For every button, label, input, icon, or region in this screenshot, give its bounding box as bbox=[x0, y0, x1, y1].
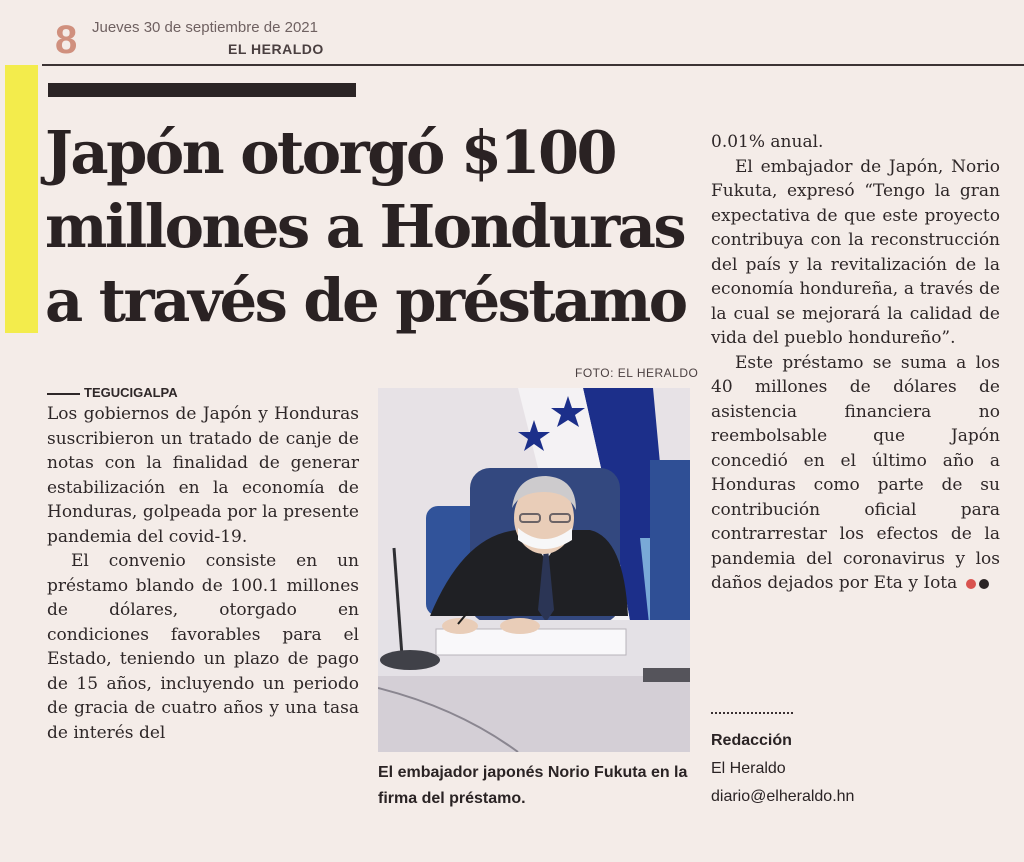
end-mark-dot-dark bbox=[979, 579, 989, 589]
signature-divider bbox=[711, 712, 793, 714]
paragraph: 0.01% anual. bbox=[711, 132, 824, 152]
publication-name: EL HERALDO bbox=[228, 41, 324, 57]
paragraph bbox=[711, 351, 1000, 596]
dateline bbox=[47, 384, 359, 402]
photo-caption: El embajador japonés Norio Fukuta en la firma del préstamo. bbox=[378, 764, 688, 807]
photo-credit: FOTO: EL HERALDO bbox=[575, 366, 699, 380]
paragraph: Los gobiernos de Japón y Honduras suscribieron un tratado de canje de notas con la finalidad de generar estabilización en la economía de Honduras, golpeada por la presente pandemia del covid-19. bbox=[47, 404, 359, 547]
author: Redacción bbox=[711, 732, 792, 749]
paragraph: El convenio consiste en un préstamo blando de 100.1 millones de dólares, otorgado en condiciones favorables para el Estado, teniendo un plazo de pago de 15 años, incluyendo un periodo de gracia de cuatro años y una tasa de interés del bbox=[47, 551, 359, 743]
end-mark-dot-red bbox=[966, 579, 976, 589]
column-left bbox=[47, 384, 359, 745]
ambassador-signing-photo bbox=[378, 388, 690, 752]
column-right bbox=[711, 130, 1000, 596]
section-bar bbox=[48, 83, 356, 97]
paragraph: El embajador de Japón, Norio Fukuta, expresó “Tengo la gran expectativa de que este proyecto contribuya con la reconstrucción del país y la revitalización de la economía hondureña, a través de la cual se mejorará la calidad de vida del pueblo hondureño”. bbox=[711, 156, 1000, 348]
highlighter-mark bbox=[5, 65, 38, 333]
article-photo bbox=[378, 388, 690, 752]
headline: Japón otorgó $100 millones a Honduras a través de préstamo bbox=[45, 118, 686, 335]
paragraph-text: Este préstamo se suma a los 40 millones de dólares de asistencia financiera no reembolsable que Japón concedió en el último año a Honduras como parte de su contribución oficial para contrarrestar los efectos de la pandemia del coronavirus y los daños dejados por Eta y Iota bbox=[711, 352, 1000, 593]
issue-date: Jueves 30 de septiembre de 2021 bbox=[92, 19, 318, 36]
page-number: 8 bbox=[55, 18, 78, 62]
dateline-dash bbox=[47, 393, 80, 395]
dateline-text: TEGUCIGALPA bbox=[84, 385, 178, 400]
header-rule bbox=[42, 64, 1024, 66]
author-email: diario@elheraldo.hn bbox=[711, 788, 855, 805]
outlet: El Heraldo bbox=[711, 760, 786, 777]
